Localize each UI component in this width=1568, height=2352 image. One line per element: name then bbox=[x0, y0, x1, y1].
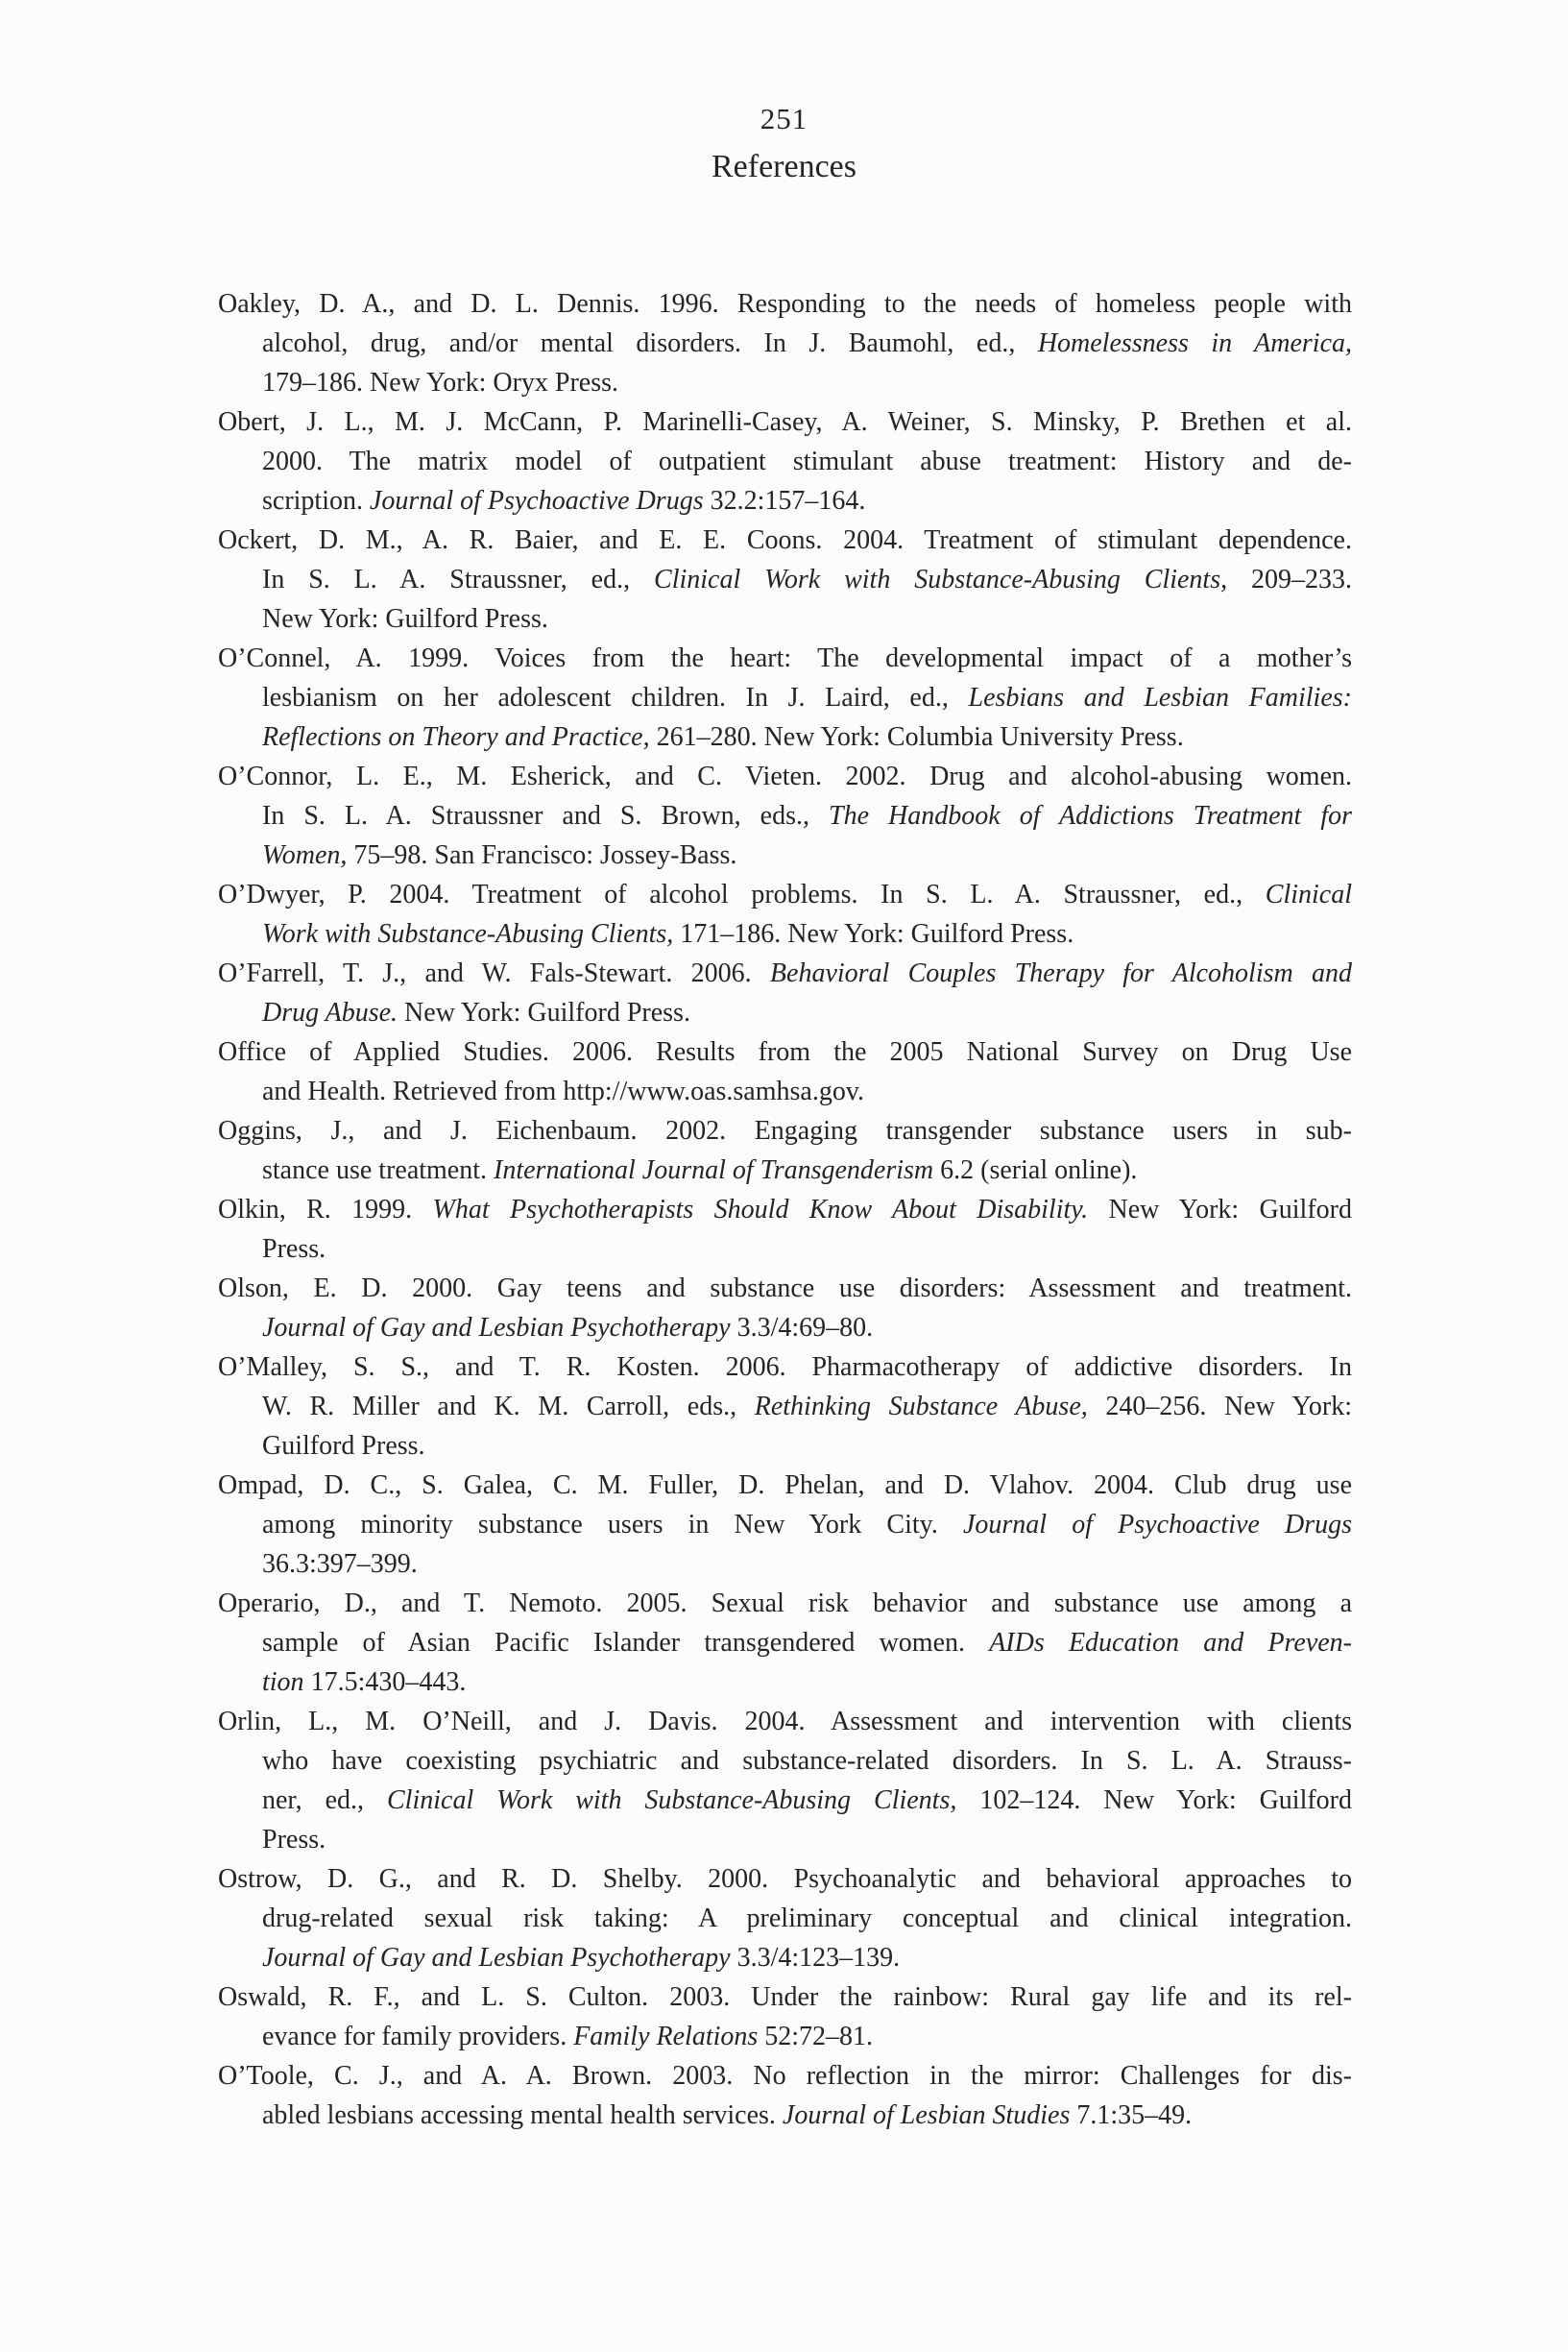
reference-line: 36.3:397–399. bbox=[262, 1549, 418, 1579]
reference-line: Ostrow, D. G., and R. D. Shelby. 2000. Psychoanalytic and behavioral approaches to bbox=[218, 1864, 1352, 1894]
reference-line: drug-related sexual risk taking: A preliminary conceptual and clinical integration. bbox=[262, 1903, 1352, 1933]
reference-entry bbox=[218, 1032, 1352, 1111]
reference-entry bbox=[218, 757, 1352, 875]
reference-line: Office of Applied Studies. 2006. Results from the 2005 National Survey on Drug Use bbox=[218, 1037, 1352, 1067]
reference-line: sample of Asian Pacific Islander transgendered women. AIDs Education and Preven- bbox=[262, 1628, 1353, 1658]
reference-line: Oswald, R. F., and L. S. Culton. 2003. Under the rainbow: Rural gay life and its rel- bbox=[218, 1982, 1352, 2012]
reference-line: lesbianism on her adolescent children. In J. Laird, ed., Lesbians and Lesbian Families: bbox=[262, 683, 1352, 713]
reference-line: evance for family providers. Family Relations 52:72–81. bbox=[262, 2022, 874, 2051]
reference-entry bbox=[218, 1269, 1352, 1347]
reference-entry bbox=[218, 2056, 1352, 2135]
reference-line: O’Connel, A. 1999. Voices from the heart: The developmental impact of a mother’s bbox=[218, 643, 1352, 673]
reference-line: Olkin, R. 1999. What Psychotherapists Should Know About Disability. New York: Guilford bbox=[218, 1195, 1352, 1224]
reference-line: Oggins, J., and J. Eichenbaum. 2002. Engaging transgender substance users in sub- bbox=[218, 1116, 1352, 1146]
reference-line: Orlin, L., M. O’Neill, and J. Davis. 2004. Assessment and intervention with clients bbox=[218, 1707, 1352, 1736]
reference-entry bbox=[218, 402, 1352, 521]
reference-line: Journal of Gay and Lesbian Psychotherapy 3.3/4:69–80. bbox=[262, 1313, 874, 1343]
reference-entry bbox=[218, 1190, 1352, 1269]
reference-line: W. R. Miller and K. M. Carroll, eds., Rethinking Substance Abuse, 240–256. New York: bbox=[262, 1392, 1353, 1421]
reference-line: abled lesbians accessing mental health services. Journal of Lesbian Studies 7.1:35–49. bbox=[262, 2100, 1193, 2130]
page-number: 251 bbox=[760, 102, 808, 135]
reference-line: Journal of Gay and Lesbian Psychotherapy 3.3/4:123–139. bbox=[262, 1943, 901, 1973]
reference-line: among minority substance users in New York City. Journal of Psychoactive Drugs bbox=[262, 1510, 1352, 1540]
reference-line: 2000. The matrix model of outpatient stimulant abuse treatment: History and de- bbox=[262, 447, 1352, 476]
reference-entry bbox=[218, 639, 1352, 757]
reference-line: ner, ed., Clinical Work with Substance-Abusing Clients, 102–124. New York: Guilford bbox=[262, 1785, 1353, 1815]
reference-line: stance use treatment. International Journal of Transgenderism 6.2 (serial online). bbox=[262, 1155, 1138, 1185]
reference-entry bbox=[218, 284, 1352, 402]
references-list bbox=[218, 284, 1352, 2135]
reference-entry bbox=[218, 1111, 1352, 1190]
reference-line: scription. Journal of Psychoactive Drugs 32.2:157–164. bbox=[262, 486, 866, 516]
reference-entry bbox=[218, 521, 1352, 639]
reference-entry bbox=[218, 1977, 1352, 2056]
reference-line: Work with Substance-Abusing Clients, 171–186. New York: Guilford Press. bbox=[262, 919, 1074, 949]
reference-entry bbox=[218, 1466, 1352, 1584]
reference-line: In S. L. A. Straussner, ed., Clinical Work with Substance-Abusing Clients, 209–233. bbox=[262, 565, 1353, 594]
reference-line: O’Dwyer, P. 2004. Treatment of alcohol problems. In S. L. A. Straussner, ed., Clinical bbox=[218, 880, 1352, 909]
reference-line: tion 17.5:430–443. bbox=[262, 1667, 467, 1697]
reference-line: Operario, D., and T. Nemoto. 2005. Sexual risk behavior and substance use among a bbox=[218, 1588, 1352, 1618]
reference-line: Press. bbox=[262, 1825, 326, 1855]
reference-line: Olson, E. D. 2000. Gay teens and substance use disorders: Assessment and treatment. bbox=[218, 1273, 1352, 1303]
reference-line: O’Malley, S. S., and T. R. Kosten. 2006. Pharmacotherapy of addictive disorders. In bbox=[218, 1352, 1352, 1382]
reference-line: 179–186. New York: Oryx Press. bbox=[262, 368, 619, 398]
reference-entry bbox=[218, 1347, 1352, 1466]
reference-entry bbox=[218, 1584, 1352, 1702]
reference-line: O’Farrell, T. J., and W. Fals-Stewart. 2006. Behavioral Couples Therapy for Alcoholism and bbox=[218, 958, 1352, 988]
reference-line: O’Connor, L. E., M. Esherick, and C. Vieten. 2002. Drug and alcohol-abusing women. bbox=[218, 762, 1352, 791]
reference-line: alcohol, drug, and/or mental disorders. In J. Baumohl, ed., Homelessness in America, bbox=[262, 328, 1353, 358]
reference-entry bbox=[218, 1859, 1352, 1977]
reference-line: Ockert, D. M., A. R. Baier, and E. E. Coons. 2004. Treatment of stimulant dependence. bbox=[218, 525, 1352, 555]
reference-line: and Health. Retrieved from http://www.oas.samhsa.gov. bbox=[262, 1077, 865, 1106]
reference-line: New York: Guilford Press. bbox=[262, 604, 548, 634]
reference-line: In S. L. A. Straussner and S. Brown, eds., The Handbook of Addictions Treatment for bbox=[262, 801, 1352, 831]
reference-line: Obert, J. L., M. J. McCann, P. Marinelli-Casey, A. Weiner, S. Minsky, P. Brethen et al. bbox=[218, 407, 1352, 437]
reference-line: Ompad, D. C., S. Galea, C. M. Fuller, D. Phelan, and D. Vlahov. 2004. Club drug use bbox=[218, 1470, 1352, 1500]
reference-line: Press. bbox=[262, 1234, 326, 1264]
reference-line: Oakley, D. A., and D. L. Dennis. 1996. Responding to the needs of homeless people with bbox=[218, 289, 1352, 319]
reference-line: Women, 75–98. San Francisco: Jossey-Bass. bbox=[262, 840, 737, 870]
reference-line: who have coexisting psychiatric and substance-related disorders. In S. L. A. Strauss- bbox=[262, 1746, 1352, 1776]
reference-line: Drug Abuse. New York: Guilford Press. bbox=[262, 998, 690, 1028]
reference-line: Reflections on Theory and Practice, 261–280. New York: Columbia University Press. bbox=[262, 722, 1184, 752]
reference-entry bbox=[218, 954, 1352, 1032]
reference-entry bbox=[218, 875, 1352, 954]
reference-line: Guilford Press. bbox=[262, 1431, 425, 1461]
page-heading: References bbox=[711, 149, 856, 184]
reference-line: O’Toole, C. J., and A. A. Brown. 2003. No reflection in the mirror: Challenges for dis- bbox=[218, 2061, 1352, 2091]
reference-entry bbox=[218, 1702, 1352, 1859]
